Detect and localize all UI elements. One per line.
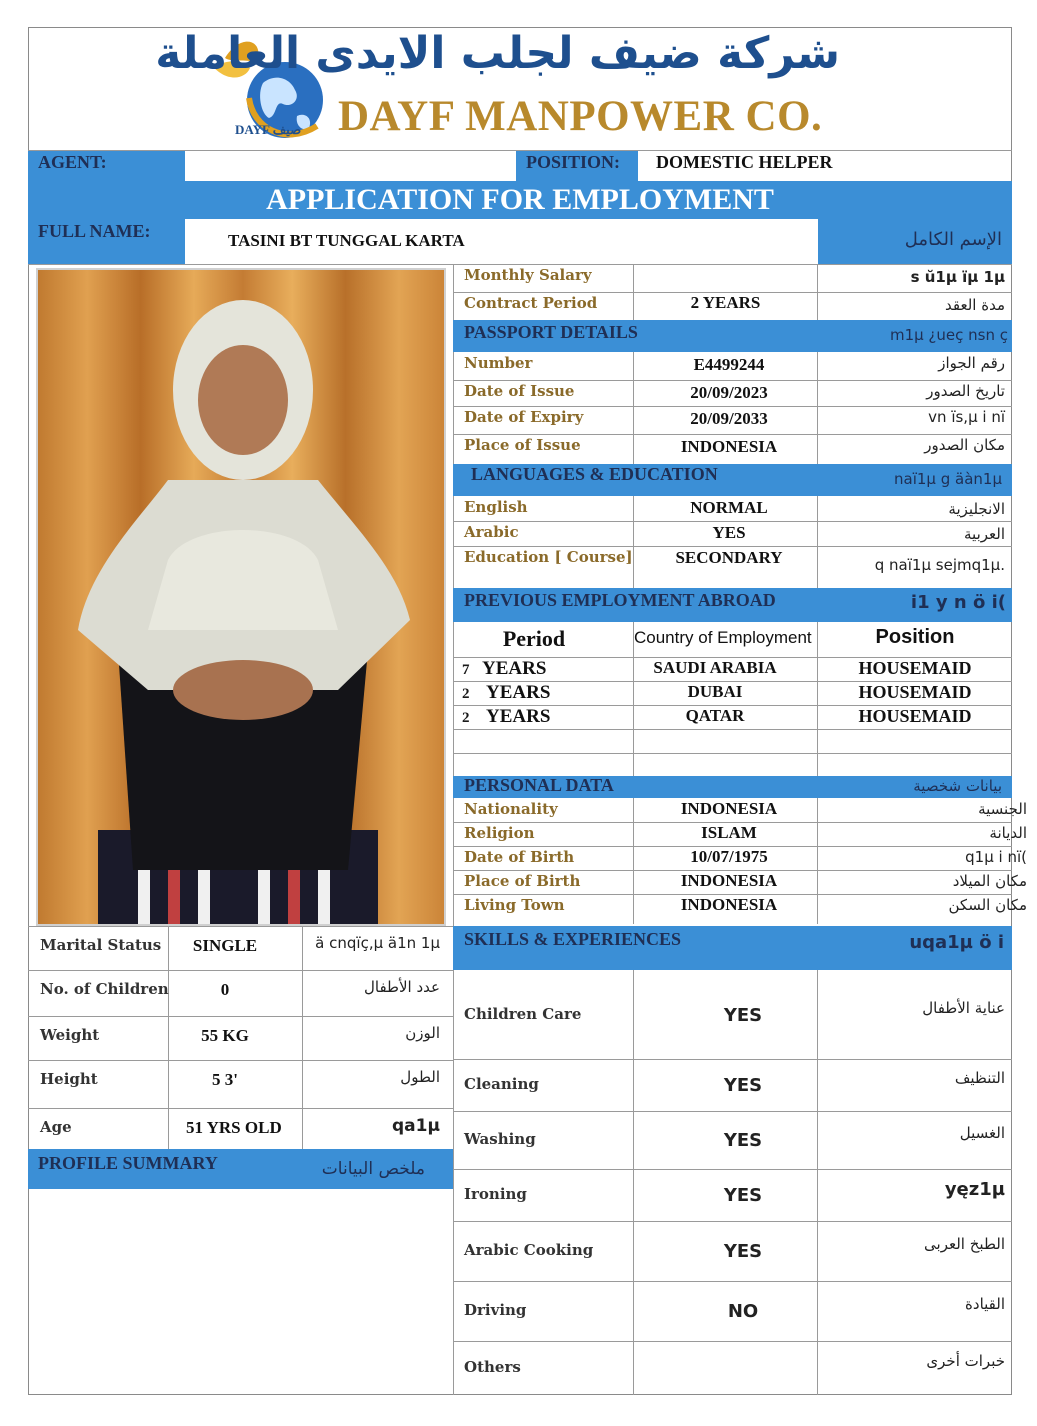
row-divider [453,870,1012,871]
passport-row-value: 20/09/2023 [690,383,768,402]
personal-row-arabic: الجنسية [978,800,1027,818]
skill-row-value: YES [723,1075,763,1096]
skill-row-value: YES [723,1005,763,1026]
employment-country: SAUDI ARABIA [653,658,777,677]
title-bar [28,181,1012,219]
contract-value: 2 YEARS [690,293,761,312]
position-value: DOMESTIC HELPER [656,152,833,172]
languages-title-arabic: naï1µ g äàn1µ [894,470,1002,488]
language-row-value: YES [712,523,746,542]
personal-row-arabic: مكان الميلاد [952,872,1027,890]
language-row-arabic: العربية [964,525,1005,543]
skill-row-label: Ironing [464,1185,527,1203]
agent-value [190,156,510,178]
agent-label: AGENT: [38,152,107,172]
row-divider [453,1221,1012,1222]
passport-row-label: Date of Issue [464,382,575,400]
personal-row-arabic: )q1µ i nï [965,848,1027,866]
personal-row-value: INDONESIA [680,895,778,914]
applicant-photo [36,268,446,926]
row-divider [453,822,1012,823]
personal-row-value: INDONESIA [680,871,778,890]
employment-position: HOUSEMAID [858,682,972,702]
passport-row-arabic: vn ïs,µ i nï [928,408,1005,426]
bio-row-label: Weight [40,1026,100,1044]
personal-row-label: Living Town [464,896,565,914]
personal-row-value: ISLAM [701,823,757,842]
row-divider [453,894,1012,895]
fullname-arabic-cell [818,219,1012,264]
col-country: Country of Employment [634,628,812,647]
passport-title: PASSPORT DETAILS [464,322,638,342]
skill-row-value: YES [723,1241,763,1262]
company-name-english: DAYF MANPOWER CO. [338,93,823,140]
skill-row-arabic: yęz1µ [944,1179,1005,1200]
employment-period-unit: YEARS [486,682,551,703]
row-divider [453,546,1012,547]
employment-position: HOUSEMAID [858,706,972,726]
passport-row-label: Number [464,354,533,372]
language-row-label: Arabic [464,523,519,541]
contract-label: Contract Period [464,294,598,312]
row-divider [28,1060,453,1061]
bio-row-value: 51 YRS OLD [186,1118,282,1137]
bio-row-label: No. of Children [40,980,169,998]
bio-row-label: Age [40,1118,72,1136]
personal-row-value: 10/07/1975 [690,847,768,866]
skill-row-label: Washing [464,1130,536,1148]
passport-row-label: Place of Issue [464,436,581,454]
employment-period-unit: YEARS [482,658,547,679]
passport-row-label: Date of Expiry [464,408,584,426]
logo-text: DAYF صيف [235,122,302,137]
passport-header [453,320,1012,352]
position-label: POSITION: [526,152,621,172]
row-divider [453,434,1012,435]
form-title: APPLICATION FOR EMPLOYMENT [266,183,774,216]
passport-row-value: INDONESIA [680,437,778,456]
bio-row-value: 55 KG [201,1026,249,1045]
profile-header [28,1149,453,1189]
col-position: Position [875,626,955,648]
personal-row-label: Nationality [464,800,558,818]
bio-row-arabic: ä cnqïç,µ ä1n 1µ [315,934,440,952]
fullname-label-cell [28,219,185,264]
language-row-value: SECONDARY [675,548,783,567]
employment-position: HOUSEMAID [858,658,972,678]
position-label-cell [516,151,638,181]
bio-row-arabic: qa1µ [392,1116,440,1136]
passport-title-arabic: m1µ ¿ueç nsn ç [889,326,1008,344]
employment-period-num: 2 [462,686,470,702]
salary-label-arabic: s ŭ1µ ïµ 1µ [910,268,1005,286]
employment-country: DUBAI [687,682,743,701]
agent-label-cell [28,151,185,181]
fullname-label: FULL NAME: [38,221,151,241]
row-divider [453,1341,1012,1342]
personal-row-arabic: مكان السكن [948,896,1027,914]
skill-row-arabic: الطبخ العربى [924,1235,1005,1253]
language-row-label: Education [ Course] [464,548,633,566]
languages-title: LANGUAGES & EDUCATION [471,464,718,484]
skill-row-value: NO [727,1301,759,1322]
salary-label: Monthly Salary [464,266,592,284]
bio-row-value: SINGLE [192,936,258,955]
row-divider [453,1281,1012,1282]
row-divider [453,753,1012,754]
row-divider [28,1108,453,1109]
personal-title-arabic: بيانات شخصية [913,777,1002,795]
skill-row-arabic: عناية الأطفال [922,999,1005,1017]
skill-row-label: Others [464,1358,521,1376]
skill-row-arabic: الغسيل [959,1124,1005,1142]
col-period: Period [502,626,566,651]
skill-row-arabic: التنظيف [954,1069,1005,1087]
skill-row-label: Driving [464,1301,527,1319]
previous-title: PREVIOUS EMPLOYMENT ABROAD [464,590,776,610]
bio-row-value: 5 3' [212,1070,238,1089]
employment-country: QATAR [685,706,745,725]
personal-header [453,776,1012,798]
bio-row-value: 0 [220,980,230,999]
skill-row-value: YES [723,1185,763,1206]
passport-row-arabic: مكان الصدور [924,436,1005,454]
row-divider [453,1111,1012,1112]
passport-row-arabic: رقم الجواز [938,354,1005,372]
fullname-label-arabic: الإسم الكامل [904,229,1002,250]
row-divider [453,406,1012,407]
passport-row-arabic: تاريخ الصدور [926,382,1005,400]
personal-row-label: Date of Birth [464,848,575,866]
company-name-arabic: شركة ضيف لجلب الايدى العاملة [155,28,840,79]
language-row-arabic: .q naï1µ sejmq1µ [874,556,1005,574]
bio-row-label: Height [40,1070,98,1088]
profile-title: PROFILE SUMMARY [38,1153,218,1173]
fullname-value: TASINI BT TUNGGAL KARTA [228,231,465,250]
bio-row-arabic: الطول [400,1068,440,1086]
personal-row-label: Place of Birth [464,872,581,890]
personal-row-arabic: الديانة [989,824,1027,842]
row-divider [453,1059,1012,1060]
row-divider [453,729,1012,730]
skill-row-label: Cleaning [464,1075,539,1093]
row-divider [453,521,1012,522]
language-row-arabic: الانجليزية [948,500,1005,518]
language-row-label: English [464,498,528,516]
skill-row-label: Arabic Cooking [464,1241,594,1259]
profile-title-arabic: ملخص البيانات [321,1159,425,1179]
employment-period-unit: YEARS [486,706,551,727]
passport-row-value: 20/09/2033 [690,409,768,428]
personal-row-value: INDONESIA [680,799,778,818]
personal-row-label: Religion [464,824,535,842]
row-divider [453,846,1012,847]
bio-row-arabic: الوزن [405,1024,440,1042]
employment-period-num: 7 [462,662,470,678]
skills-header [453,926,1012,970]
row-divider [28,1016,453,1017]
languages-header [453,464,1012,496]
employment-period-num: 2 [462,710,470,726]
skill-row-value: YES [723,1130,763,1151]
row-divider [28,970,453,971]
skill-row-label: Children Care [464,1005,582,1023]
skills-title-arabic: uqa1µ ö i [909,932,1004,953]
personal-title: PERSONAL DATA [464,775,614,795]
passport-row-value: E4499244 [693,355,765,374]
previous-title-arabic: )i1 y n ö i [910,592,1006,613]
language-row-value: NORMAL [690,498,768,517]
skill-row-arabic: خبرات أخرى [926,1352,1005,1370]
bio-row-arabic: عدد الأطفال [364,978,440,996]
row-divider [453,380,1012,381]
bio-row-label: Marital Status [40,936,162,954]
row-divider [453,1169,1012,1170]
previous-header [453,588,1012,622]
contract-label-arabic: مدة العقد [945,296,1005,314]
skill-row-arabic: القيادة [965,1295,1005,1313]
skills-title: SKILLS & EXPERIENCES [464,929,682,949]
